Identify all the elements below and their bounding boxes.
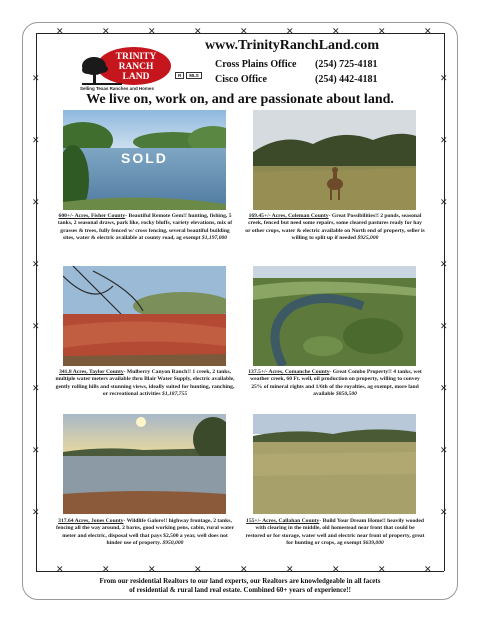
listing-title[interactable]: 169.45+/- Acres, Coleman County <box>248 213 329 219</box>
listing-price: $639,000 <box>362 539 384 546</box>
barb-icon: ✕ <box>32 260 40 270</box>
barb-icon: ✕ <box>102 565 110 575</box>
listing-title[interactable]: 137.5+/- Acres, Comanche County <box>248 369 330 375</box>
listing-title[interactable]: 341.8 Acres, Taylor County <box>59 369 124 375</box>
website-url[interactable]: www.TrinityRanchLand.com <box>205 38 379 53</box>
barb-icon: ✕ <box>440 260 448 270</box>
barb-icon: ✕ <box>56 27 64 37</box>
listing-title[interactable]: 155+/- Acres, Callahan County <box>246 518 320 524</box>
barb-icon: ✕ <box>32 198 40 208</box>
listing-photo-fisher <box>63 110 226 210</box>
barb-icon: ✕ <box>378 565 386 575</box>
barb-icon: ✕ <box>440 508 448 518</box>
barb-icon: ✕ <box>286 565 294 575</box>
barb-icon: ✕ <box>286 27 294 37</box>
barb-icon: ✕ <box>148 565 156 575</box>
realtor-badge-icon: R <box>175 72 184 79</box>
footer-message <box>38 577 442 595</box>
listing-text: - Wildlife Galore!! highway frontage, 2 tanks, fencing all the way around, 2 barns, good working pens, cabin, rural water meter and electric, disposal well that pays $2,500 a year, well does not hinder use of property. <box>56 518 234 546</box>
barb-icon: ✕ <box>440 446 448 456</box>
barb-icon: ✕ <box>440 198 448 208</box>
barb-icon: ✕ <box>32 384 40 394</box>
barb-icon: ✕ <box>56 565 64 575</box>
barb-icon: ✕ <box>32 136 40 146</box>
barb-icon: ✕ <box>148 27 156 37</box>
barb-icon: ✕ <box>32 446 40 456</box>
barb-icon: ✕ <box>32 74 40 84</box>
sold-overlay: SOLD <box>121 150 168 166</box>
footer-line: From our residential Realtors to our land experts, our Realtors are knowledgeable in all facets <box>99 577 381 585</box>
barb-icon: ✕ <box>440 74 448 84</box>
barb-icon: ✕ <box>424 27 432 37</box>
listing-text: - Great Combo Property!! 4 tanks, wet weather creek, 60 Ft. well, oil production on property, willing to convey 25% of mineral rights and 1/6th of the royalties, ag exempt, more land available <box>250 369 422 397</box>
listing-text: - Great Possibilities!! 2 ponds, seasonal creek, fenced but need some repairs, some cleared pastures ready for hay or other crops, water & electric available on North end of property, seller is willing to split up if needed <box>245 213 425 241</box>
listing-photo-comanche <box>253 266 416 366</box>
listing-photo-callahan <box>253 414 416 514</box>
office-phone[interactable]: (254) 442-4181 <box>315 74 378 85</box>
listing-photo-taylor <box>63 266 226 366</box>
barb-icon: ✕ <box>194 27 202 37</box>
listing-photo-coleman <box>253 110 416 210</box>
listing-text: - Mulberry Canyon Ranch!! 1 creek, 2 tanks, multiple water meters available thru Blair Water Supply, electric available, gently rolling hills and stunning views, ideally suited for hunting, ranching, or recreational activities <box>55 369 235 397</box>
logo-tagline: Selling Texas Ranches and Homes <box>80 86 154 91</box>
listing-title[interactable]: 317.64 Acres, Jones County <box>58 518 124 524</box>
listing-title[interactable]: 600+/- Acres, Fisher County <box>58 213 126 219</box>
barb-icon: ✕ <box>424 565 432 575</box>
logo-text-trinity: TRINITY <box>115 52 157 62</box>
logo-text-land: LAND <box>122 72 150 82</box>
barb-icon: ✕ <box>32 322 40 332</box>
membership-badges <box>175 72 202 79</box>
listing-photo-jones <box>63 414 226 514</box>
listing-price: $1,187,755 <box>162 390 188 397</box>
listing-description <box>55 518 235 547</box>
barb-icon: ✕ <box>332 565 340 575</box>
office-cisco <box>215 74 378 85</box>
listing-price: $1,197,000 <box>201 234 228 241</box>
listing-price: $950,000 <box>162 539 184 546</box>
barb-icon: ✕ <box>102 27 110 37</box>
barb-icon: ✕ <box>240 565 248 575</box>
barbed-wire-left <box>36 33 37 571</box>
barb-icon: ✕ <box>240 27 248 37</box>
office-name: Cisco Office <box>215 74 267 85</box>
logo-text-ranch: RANCH <box>118 62 154 72</box>
listing-description <box>55 213 235 242</box>
listing-description <box>245 518 425 547</box>
barbed-wire-right <box>444 33 445 571</box>
listing-price: $850,500 <box>335 390 357 397</box>
listing-price: $925,000 <box>357 234 379 241</box>
barb-icon: ✕ <box>440 384 448 394</box>
listing-text: - Build Your Dream Home!! heavily wooded with clearing in the middle, old homestead near front that could be restored or for storage, water well and electric near front of property, great for hunting or crops, ag exempt <box>245 518 425 546</box>
office-cross-plains <box>215 59 378 70</box>
company-motto: We live on, work on, and are passionate about land. <box>86 92 394 107</box>
footer-line: of residential & rural land real estate. Combined 60+ years of experience!! <box>129 586 351 594</box>
barb-icon: ✕ <box>440 136 448 146</box>
listing-text: - Beautiful Remote Gem!! hunting, fishing, 5 tanks, 2 seasonal draws, park like, rocky bluffs, variety elevations, mix of grasses & trees, fully fenced w/ cross fencing, several beautiful building sites, water & electric available at county road, ag exempt <box>57 213 233 241</box>
barb-icon: ✕ <box>440 322 448 332</box>
barb-icon: ✕ <box>194 565 202 575</box>
barb-icon: ✕ <box>378 27 386 37</box>
barb-icon: ✕ <box>32 508 40 518</box>
listing-description <box>245 213 425 242</box>
office-phone[interactable]: (254) 725-4181 <box>315 59 378 70</box>
listing-description <box>245 369 425 398</box>
listing-description <box>55 369 235 398</box>
office-name: Cross Plains Office <box>215 59 297 70</box>
barb-icon: ✕ <box>332 27 340 37</box>
mls-badge-icon: MLS <box>186 72 202 79</box>
